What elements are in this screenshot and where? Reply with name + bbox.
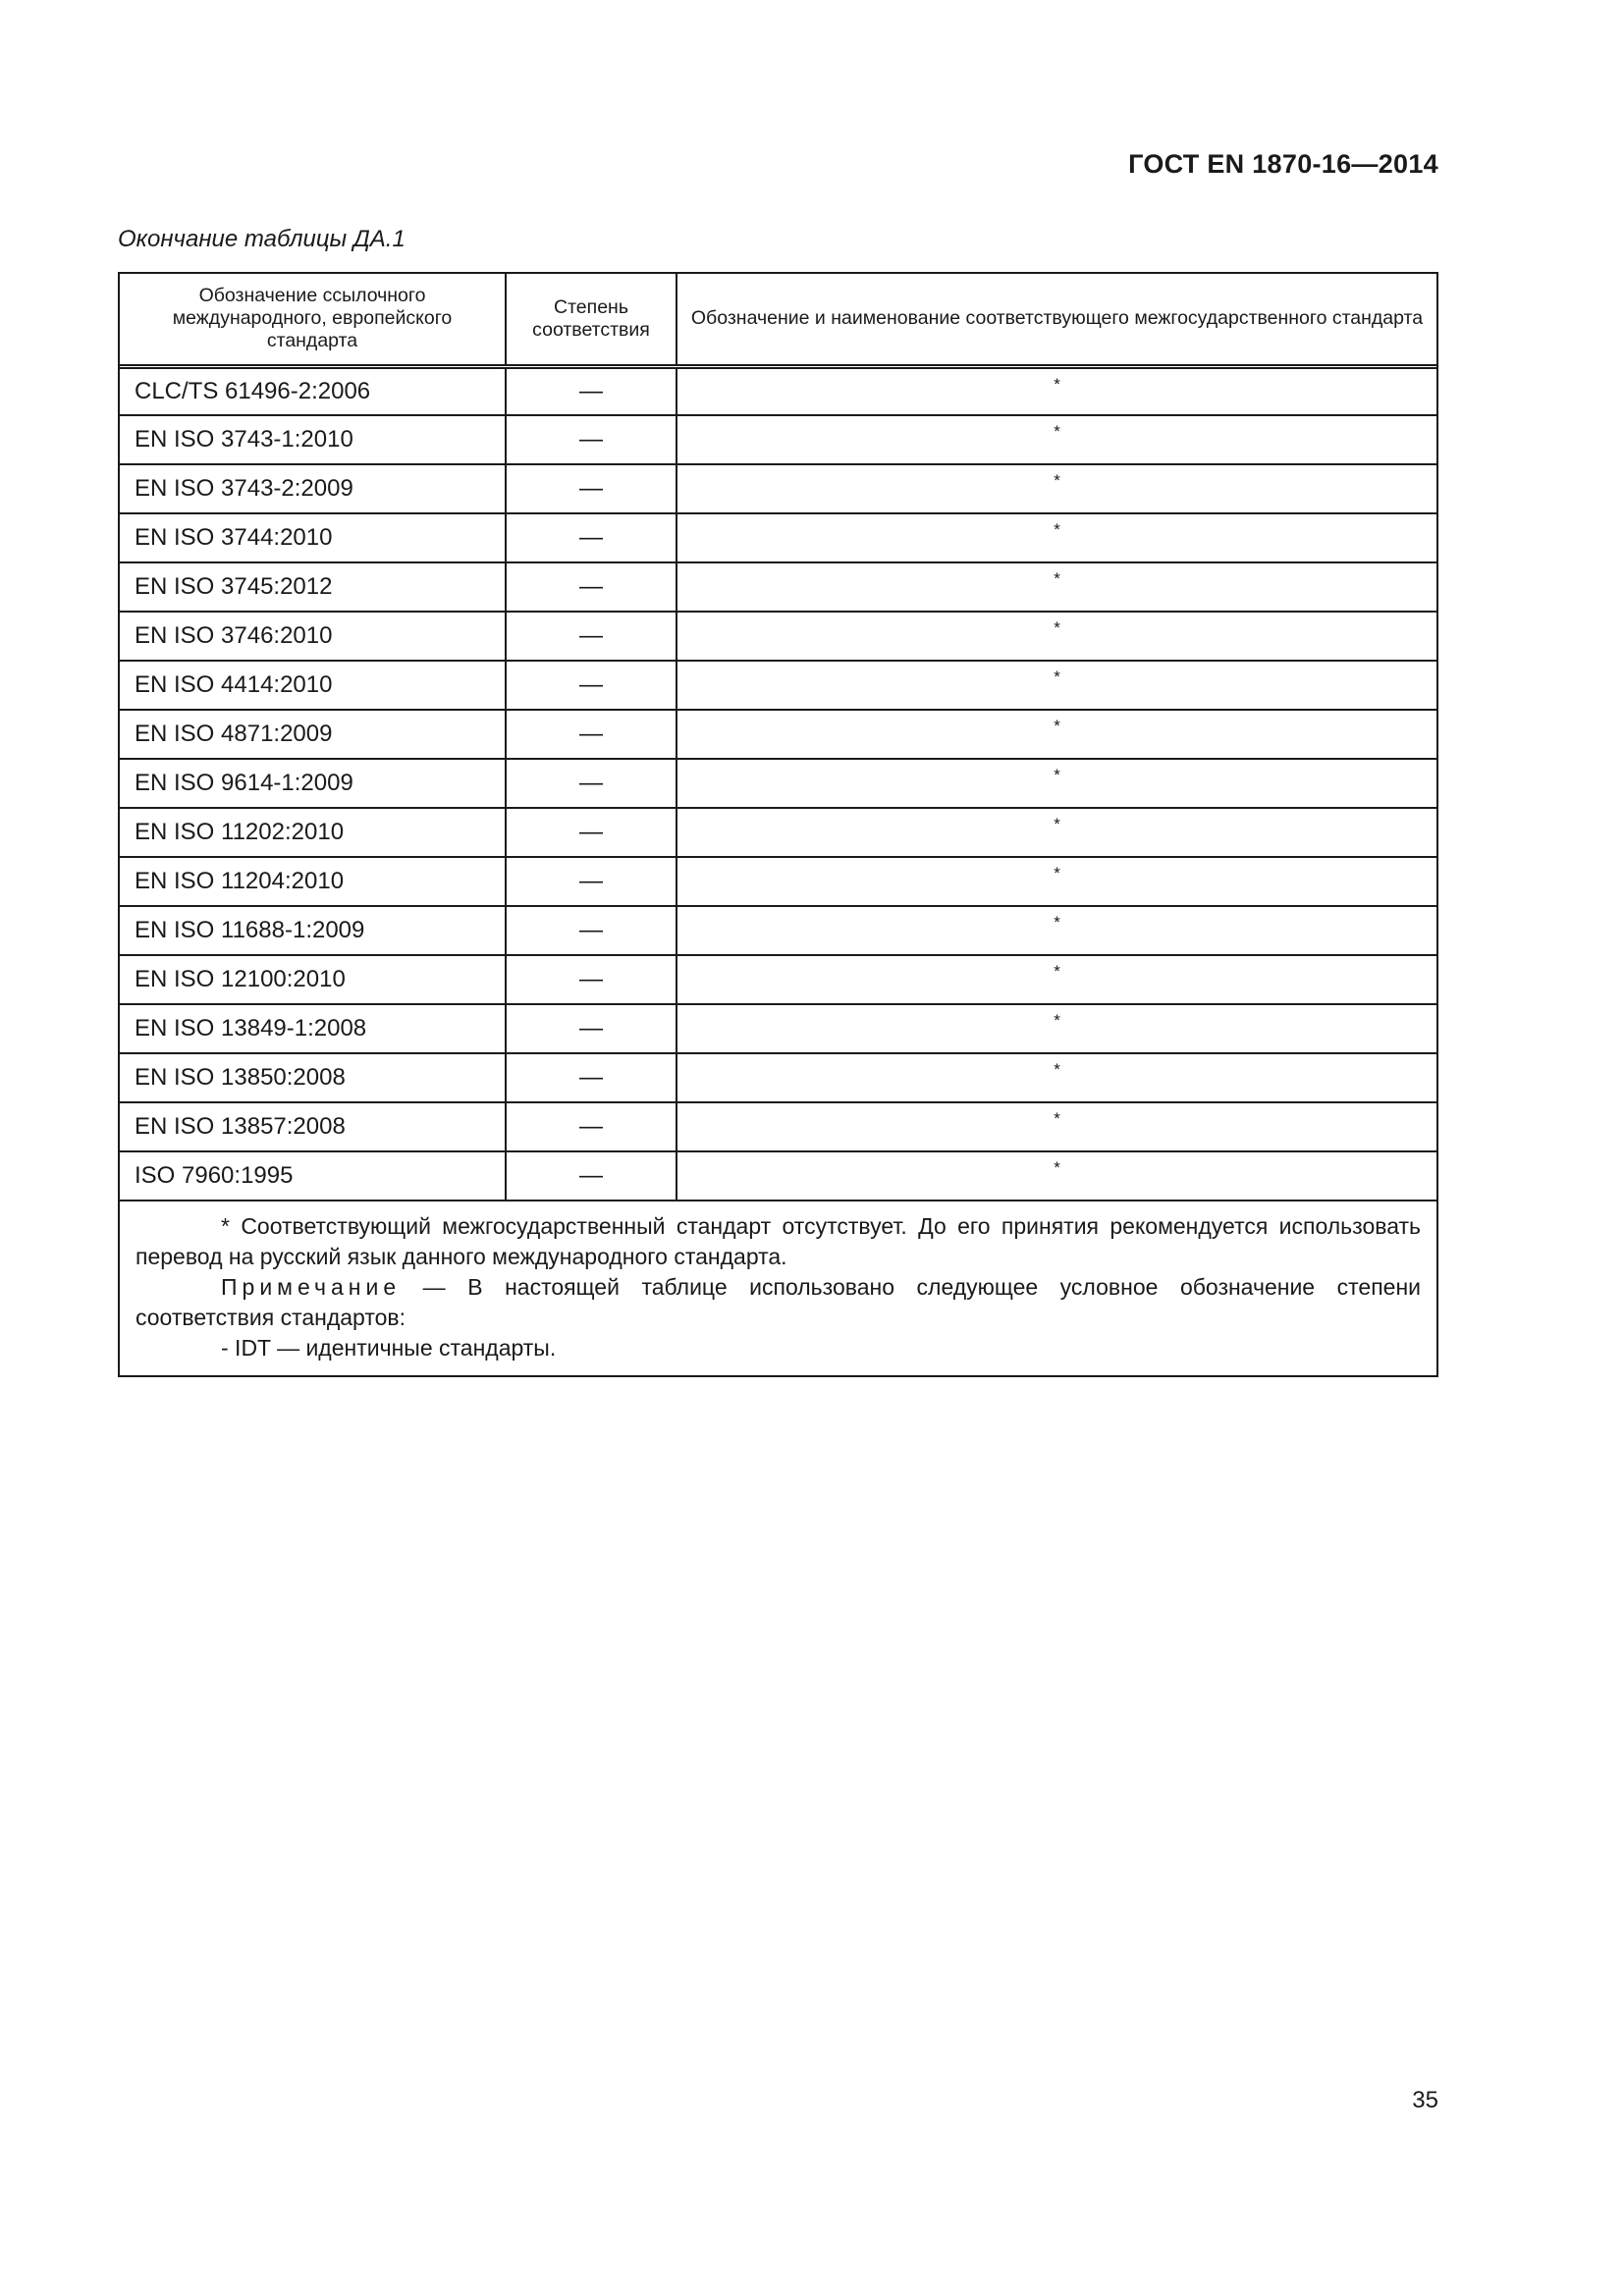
cell-gost-reference: * [677,1102,1436,1151]
footnote: * Соответствующий межгосударственный стандарт отсутствует. До его принятия рекомендуется использовать перевод на русский язык данного международного стандарта. [135,1213,1421,1269]
cell-degree: — [506,464,677,513]
cell-degree: — [506,759,677,808]
cell-degree: — [506,955,677,1004]
table-row [120,661,1436,710]
cell-designation: EN ISO 13857:2008 [120,1102,506,1151]
cell-degree: — [506,808,677,857]
table-row [120,1053,1436,1102]
table-row [120,415,1436,464]
cell-gost-reference: * [677,808,1436,857]
cell-degree: — [506,661,677,710]
cell-designation: EN ISO 12100:2010 [120,955,506,1004]
cell-designation: EN ISO 9614-1:2009 [120,759,506,808]
cell-gost-reference: * [677,906,1436,955]
cell-degree: — [506,366,677,415]
cell-gost-reference: * [677,562,1436,612]
table-row [120,710,1436,759]
table-row [120,759,1436,808]
cell-gost-reference: * [677,759,1436,808]
cell-designation: EN ISO 11688-1:2009 [120,906,506,955]
cell-designation: EN ISO 4871:2009 [120,710,506,759]
cell-designation: EN ISO 3743-1:2010 [120,415,506,464]
cell-gost-reference: * [677,415,1436,464]
table-row [120,366,1436,415]
cell-gost-reference: * [677,857,1436,906]
table-row [120,513,1436,562]
cell-gost-reference: * [677,513,1436,562]
cell-gost-reference: * [677,661,1436,710]
cell-degree: — [506,612,677,661]
table-caption: Окончание таблицы ДА.1 [118,226,406,252]
note [135,1272,1421,1333]
cell-designation: EN ISO 3743-2:2009 [120,464,506,513]
cell-designation: EN ISO 4414:2010 [120,661,506,710]
cell-designation: EN ISO 3744:2010 [120,513,506,562]
standards-table [120,274,1436,1201]
page-number: 35 [1412,2087,1438,2113]
cell-gost-reference: * [677,1151,1436,1201]
note-label: Примечание [221,1274,402,1300]
cell-designation: EN ISO 3746:2010 [120,612,506,661]
correspondence-table [118,272,1438,1377]
table-body [120,366,1436,1201]
document-code: ГОСТ EN 1870-16—2014 [1128,149,1438,179]
cell-designation: EN ISO 13849-1:2008 [120,1004,506,1053]
cell-degree: — [506,1102,677,1151]
cell-degree: — [506,513,677,562]
cell-designation: ISO 7960:1995 [120,1151,506,1201]
table-row [120,1004,1436,1053]
cell-degree: — [506,1053,677,1102]
table-row [120,464,1436,513]
cell-designation: EN ISO 13850:2008 [120,1053,506,1102]
cell-designation: CLC/TS 61496-2:2006 [120,366,506,415]
cell-gost-reference: * [677,1053,1436,1102]
table-row [120,1102,1436,1151]
cell-gost-reference: * [677,366,1436,415]
table-notes [120,1201,1436,1375]
cell-designation: EN ISO 3745:2012 [120,562,506,612]
column-header-designation: Обозначение ссылочного международного, европейского стандарта [120,274,506,366]
cell-designation: EN ISO 11204:2010 [120,857,506,906]
table-row [120,857,1436,906]
cell-degree: — [506,710,677,759]
table-row [120,906,1436,955]
cell-degree: — [506,906,677,955]
cell-gost-reference: * [677,710,1436,759]
note-item: - IDT — идентичные стандарты. [221,1335,557,1361]
note-text: — В настоящей таблице использовано следующее условное обозначение степени соответствия стандартов: [135,1274,1421,1330]
cell-gost-reference: * [677,464,1436,513]
cell-degree: — [506,415,677,464]
cell-designation: EN ISO 11202:2010 [120,808,506,857]
table-row [120,1151,1436,1201]
table-row [120,808,1436,857]
cell-gost-reference: * [677,612,1436,661]
cell-gost-reference: * [677,955,1436,1004]
table-row [120,955,1436,1004]
cell-degree: — [506,1151,677,1201]
cell-degree: — [506,562,677,612]
column-header-degree: Степень соответствия [506,274,677,366]
table-row [120,562,1436,612]
cell-gost-reference: * [677,1004,1436,1053]
table-row [120,612,1436,661]
cell-degree: — [506,1004,677,1053]
cell-degree: — [506,857,677,906]
table-header-row [120,274,1436,366]
column-header-gost: Обозначение и наименование соответствующего межгосударственного стандарта [677,274,1436,366]
